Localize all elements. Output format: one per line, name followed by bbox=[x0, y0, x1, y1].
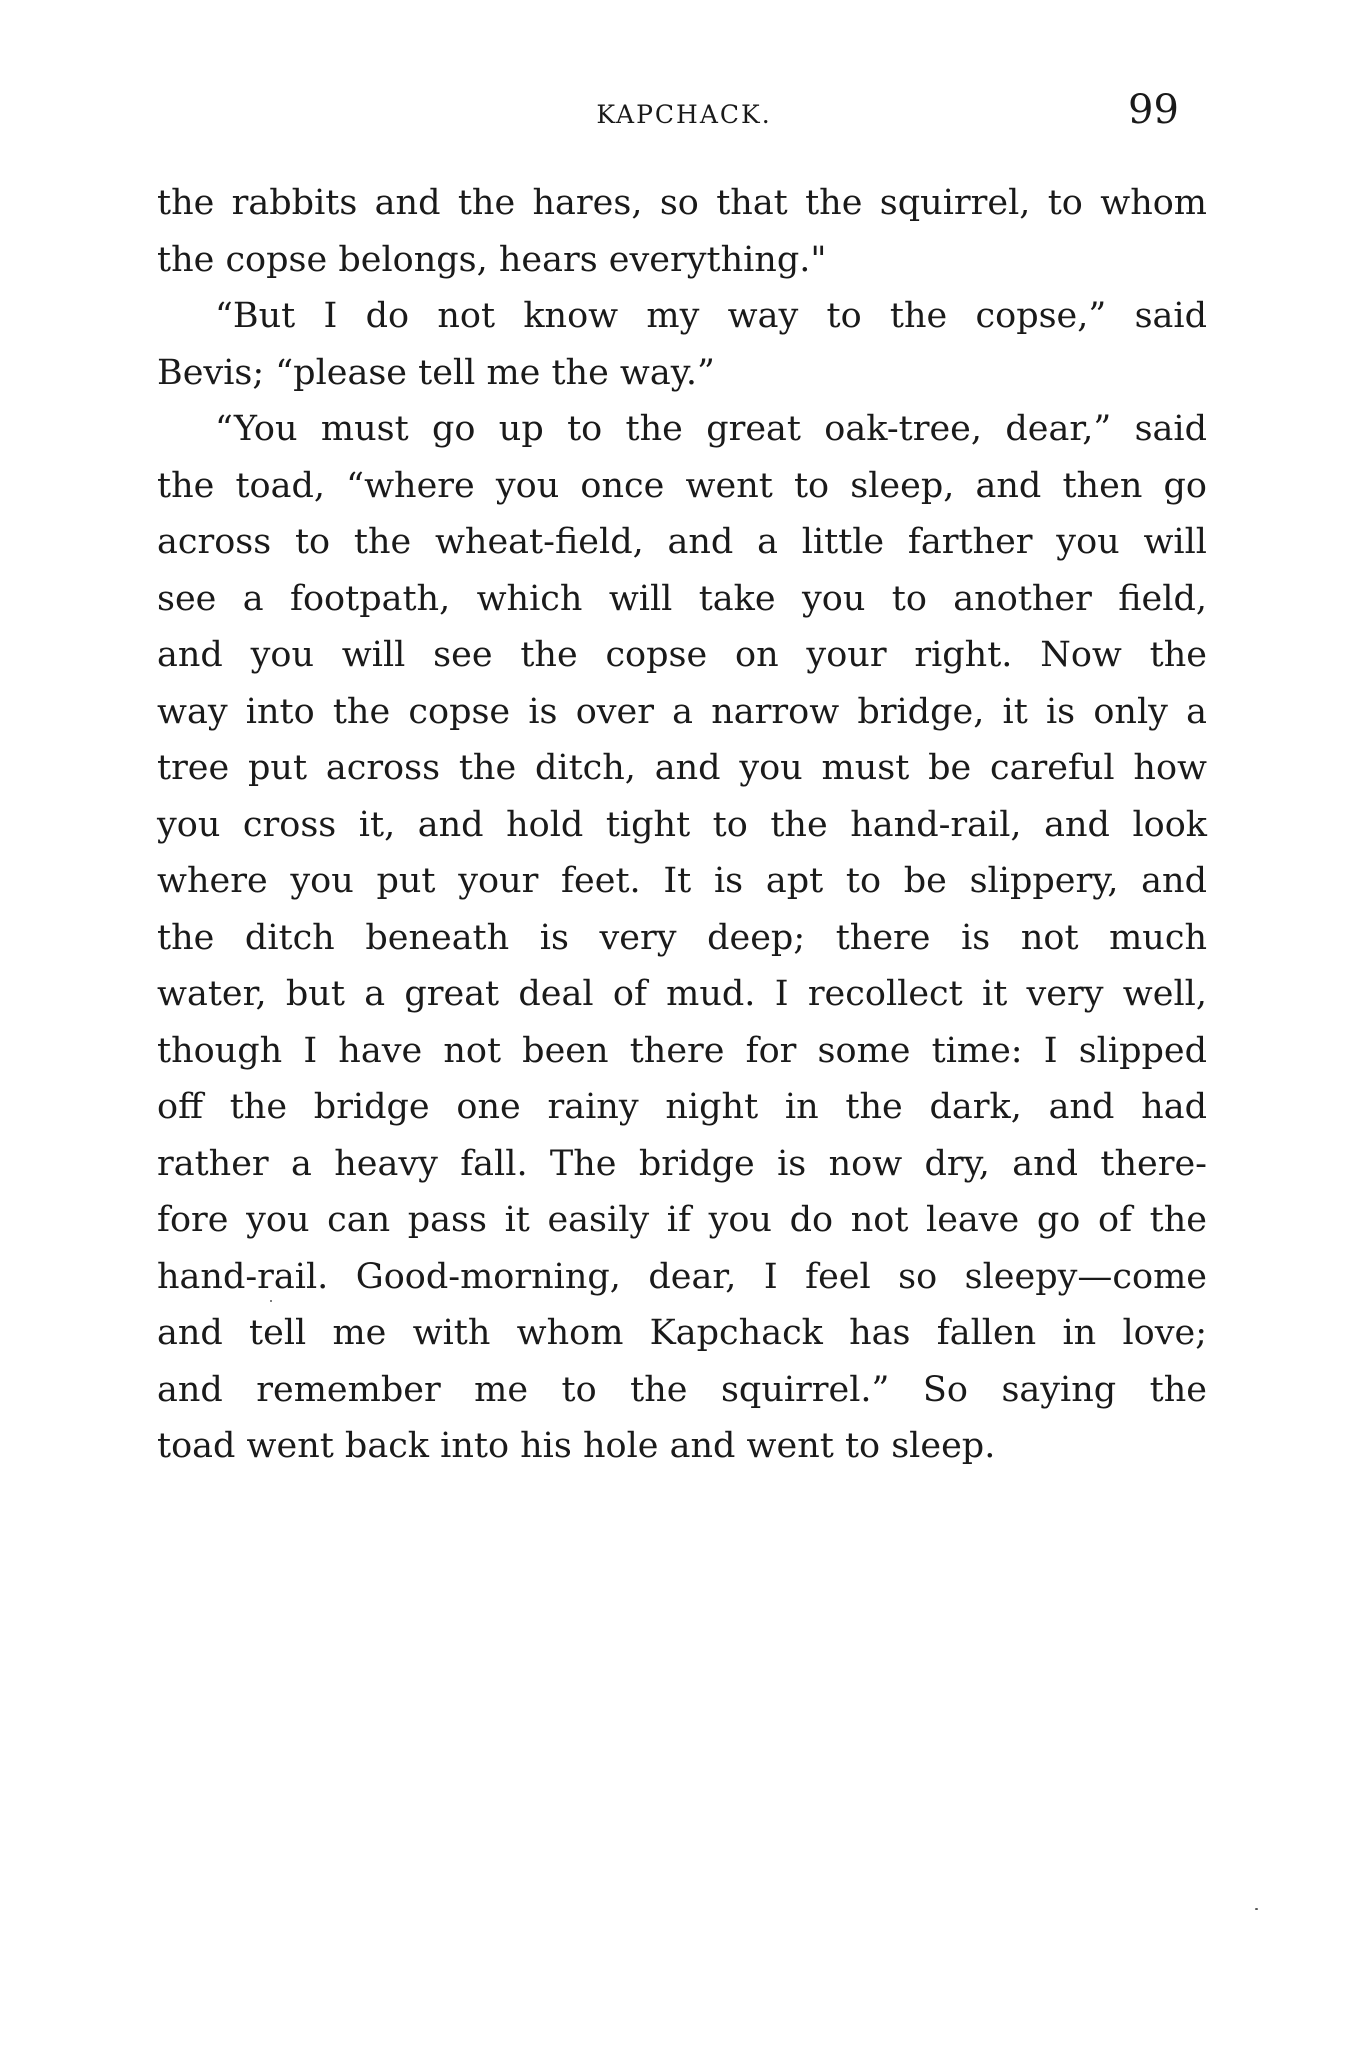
text-line: across to the wheat-field, and a little farther you will bbox=[157, 522, 1207, 562]
text-line: rather a heavy fall. The bridge is now dry, and there- bbox=[157, 1143, 1207, 1184]
text-line: off the bridge one rainy night in the dark, and had bbox=[157, 1087, 1207, 1127]
text-line: tree put across the ditch, and you must be careful how bbox=[157, 748, 1207, 788]
text-line: where you put your feet. It is apt to be slippery, and bbox=[157, 861, 1207, 901]
body-text bbox=[157, 175, 1207, 1475]
text-line: way into the copse is over a narrow bridge, it is only a bbox=[157, 691, 1207, 732]
text-line: hand-rail. Good-morning, dear, I feel so sleepy—come bbox=[157, 1256, 1207, 1297]
text-line: “You must go up to the great oak-tree, dear,” said bbox=[215, 409, 1207, 449]
text-line: toad went back into his hole and went to sleep. bbox=[157, 1426, 996, 1466]
running-head: KAPCHACK. bbox=[596, 100, 772, 129]
paper-speck bbox=[270, 1300, 272, 1302]
text-line: the ditch beneath is very deep; there is not much bbox=[157, 917, 1207, 958]
text-line: water, but a great deal of mud. I recollect it very well, bbox=[157, 974, 1207, 1014]
text-line: the rabbits and the hares, so that the squirrel, to whom bbox=[157, 183, 1207, 223]
text-line: and remember me to the squirrel.” So saying the bbox=[157, 1369, 1207, 1410]
text-line: the copse belongs, hears everything." bbox=[157, 239, 827, 280]
text-line: you cross it, and hold tight to the hand-rail, and look bbox=[157, 804, 1207, 845]
page-number: 99 bbox=[1128, 87, 1179, 133]
text-line: “But I do not know my way to the copse,” said bbox=[215, 296, 1207, 336]
text-line: the toad, “where you once went to sleep, and then go bbox=[157, 465, 1207, 506]
text-line: fore you can pass it easily if you do not leave go of the bbox=[157, 1200, 1207, 1240]
text-line: and you will see the copse on your right. Now the bbox=[157, 635, 1207, 675]
text-line: and tell me with whom Kapchack has fallen in love; bbox=[157, 1313, 1207, 1353]
text-line: Bevis; “please tell me the way.” bbox=[157, 352, 715, 393]
text-line: though I have not been there for some time: I slipped bbox=[157, 1030, 1207, 1071]
text-line: see a footpath, which will take you to another field, bbox=[157, 578, 1207, 619]
paper-speck bbox=[1255, 1908, 1258, 1910]
